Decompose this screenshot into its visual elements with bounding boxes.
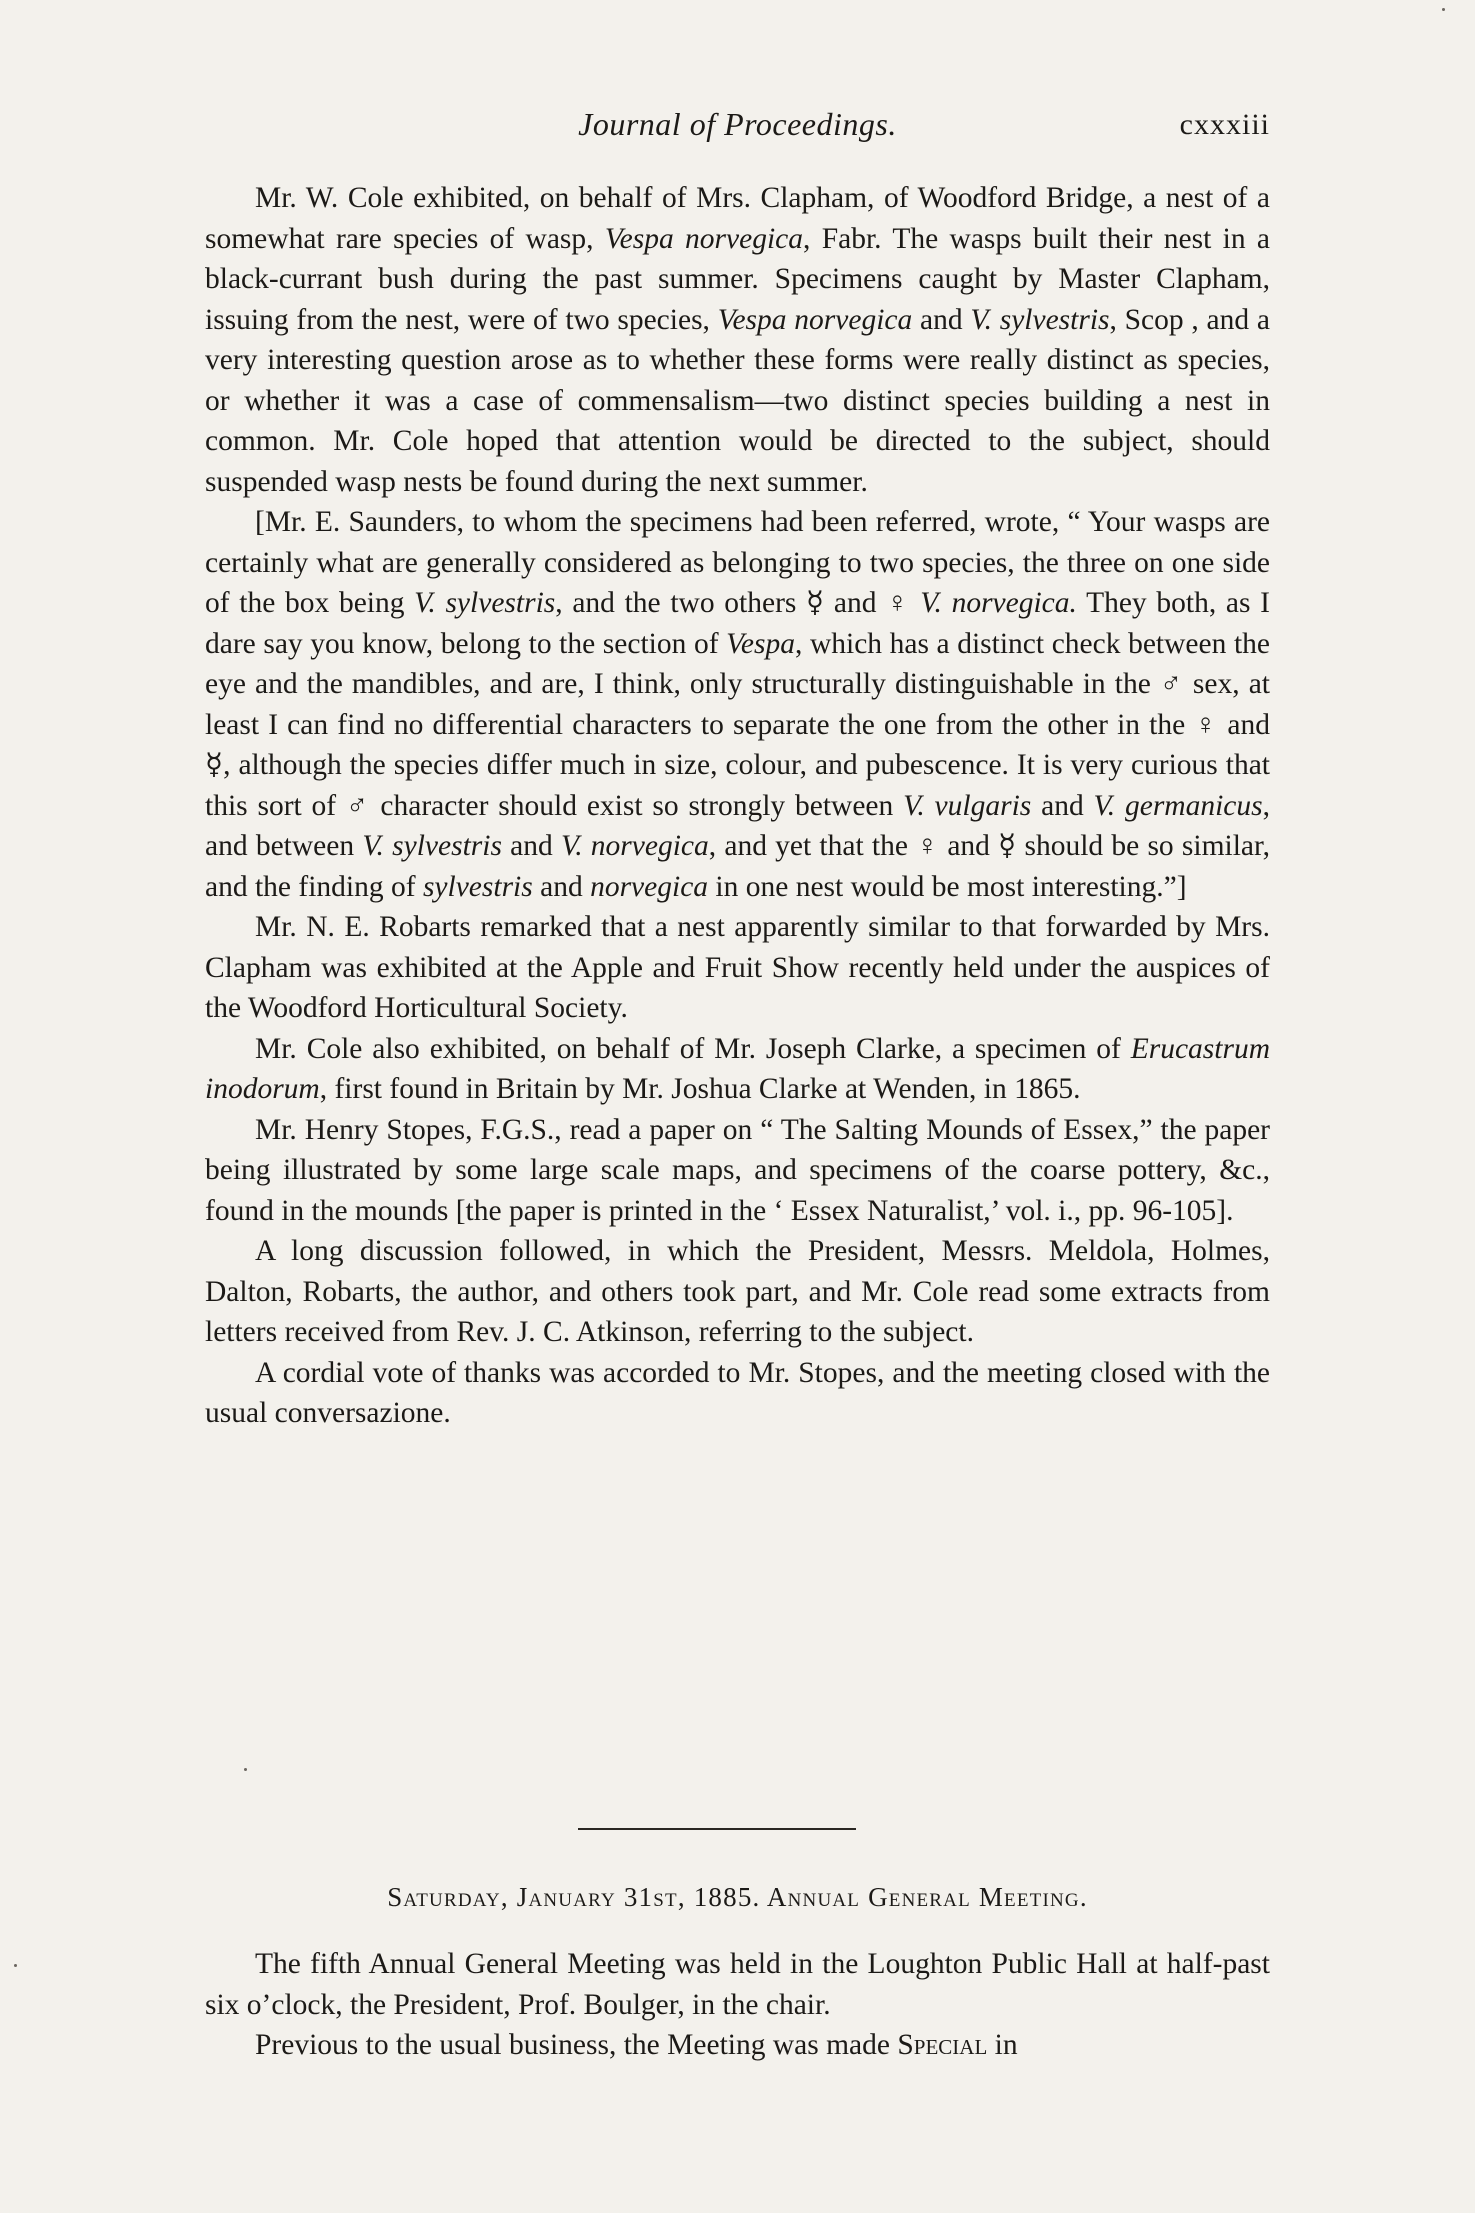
paragraph [205, 1110, 1270, 1232]
paragraph-text: Mr. Henry Stopes, F.G.S., read a paper on “ The Salting Mounds of Essex,” the paper being illustrated by some large scale maps, and specimens of the coarse pottery, &c., found in the mounds [the paper is printed in the ‘ Essex Naturalist,’ vol. i., pp. 96-105]. [205, 1113, 1270, 1227]
italic-text: V. norvegica [560, 830, 709, 862]
paragraph-text: , first found in Britain by Mr. Joshua Clarke at Wenden, in 1865. [319, 1073, 1081, 1105]
paragraph-text: , and between [205, 789, 1271, 862]
italic-text: V. sylvestris [970, 303, 1110, 336]
paragraph-text: , and yet that the ♀ and ☿ should be so similar, and the finding of [205, 830, 1271, 903]
paragraph-text: and [1031, 789, 1094, 822]
paragraph [205, 502, 1270, 907]
paragraph-text: in one nest would be most interesting.”] [708, 870, 1187, 903]
paragraph-text: Mr. W. Cole exhibited, on behalf of Mrs. Clapham, of Woodford Bridge, a nest of a somewhat rare species of wasp, [205, 182, 1270, 255]
paragraph-text: and [501, 830, 561, 862]
running-title: Journal of Proceedings. [578, 106, 897, 142]
paragraph-text: in [987, 2029, 1018, 2061]
paragraph [205, 1231, 1270, 1353]
paragraph-text: , and the two others ☿ and ♀ [555, 587, 921, 619]
paragraph-text: A long discussion followed, in which the President, Messrs. Meldola, Holmes, Dalton, Robarts, the author, and others took part, and Mr. Cole read some extracts from letters received from Rev. J. C. Atkinson, referring to the subject. [205, 1235, 1270, 1348]
paragraph-text: They both, as I dare say you know, belong to the section of [205, 587, 1270, 660]
paragraph-text: Special [897, 2029, 988, 2061]
paper-speck [1442, 8, 1445, 11]
paragraph-text: Mr. Cole also exhibited, on behalf of Mr. Joseph Clarke, a specimen of [255, 1032, 1131, 1065]
italic-text: V. sylvestris [362, 830, 502, 862]
paragraph-text: [Mr. E. Saunders, to whom the specimens had been referred, wrote, “ Your wasps are certainly what are generally considered as belonging to two species, the three on one side of the box being [205, 506, 1270, 619]
paragraph [205, 1029, 1270, 1110]
paragraph-text: , which has a distinct check between the eye and the mandibles, and are, I think, only structurally distinguishable in the ♂ sex, at least I can find no differential characters to separate the one from the other in the ♀ and ☿, although the species differ much in size, colour, and pubescence. It is very curious that this sort of ♂ character should exist so strongly between [205, 627, 1270, 822]
paragraph-text: , Fabr. The wasps built their nest in a black-currant bush during the past summer. Specimens caught by Master Clapham, issuing from the nest, were of two species, [205, 222, 1271, 336]
paragraph-text: Previous to the usual business, the Meeting was made [255, 2029, 898, 2061]
paragraph-text: A cordial vote of thanks was accorded to Mr. Stopes, and the meeting closed with the usual conversazione. [205, 1356, 1270, 1429]
section-divider [578, 1828, 856, 1830]
paragraph [205, 907, 1270, 1029]
page-header [205, 100, 1270, 150]
italic-text: sylvestris [422, 870, 533, 903]
italic-text: V. vulgaris [903, 789, 1032, 822]
paragraph [205, 1944, 1270, 2025]
italic-text: Erucastrum inodorum [205, 1032, 1270, 1105]
paragraph [205, 1353, 1270, 1434]
paragraph-text: and [912, 303, 971, 336]
italic-text: norvegica [590, 870, 709, 903]
body-text [205, 178, 1270, 1434]
italic-text: V. sylvestris [414, 587, 556, 619]
paragraph-text: Mr. N. E. Robarts remarked that a nest apparently similar to that forwarded by Mrs. Clapham was exhibited at the Apple and Fruit Show recently held under the auspices of the Woodford Horticultural Society. [205, 911, 1270, 1024]
paragraph [205, 2025, 1270, 2066]
page-number: cxxxiii [1179, 108, 1270, 141]
italic-text: V. norvegica. [920, 587, 1077, 619]
italic-text: V. germanicus [1093, 789, 1263, 822]
paragraph [205, 178, 1270, 502]
italic-text: Vespa [726, 627, 795, 660]
section-text [205, 1944, 1270, 2066]
paragraph-text: The fifth Annual General Meeting was held in the Loughton Public Hall at half-past six o’clock, the President, Prof. Boulger, in the chair. [205, 1948, 1270, 2021]
paragraph-text: and [532, 870, 591, 903]
meeting-heading: Saturday, January 31st, 1885. Annual General Meeting. [387, 1882, 1088, 1912]
italic-text: Vespa norvegica [717, 303, 913, 336]
paragraph-text: , Scop , and a very interesting question arose as to whether these forms were really distinct as species, or whether it was a case of commensalism—two distinct species building a nest in common. Mr. Cole hoped that attention would be directed to the subject, should suspended wasp nests be found during the next summer. [205, 303, 1271, 498]
paper-speck [14, 1964, 17, 1967]
paper-speck [244, 1768, 247, 1771]
italic-text: Vespa norvegica [604, 222, 803, 255]
